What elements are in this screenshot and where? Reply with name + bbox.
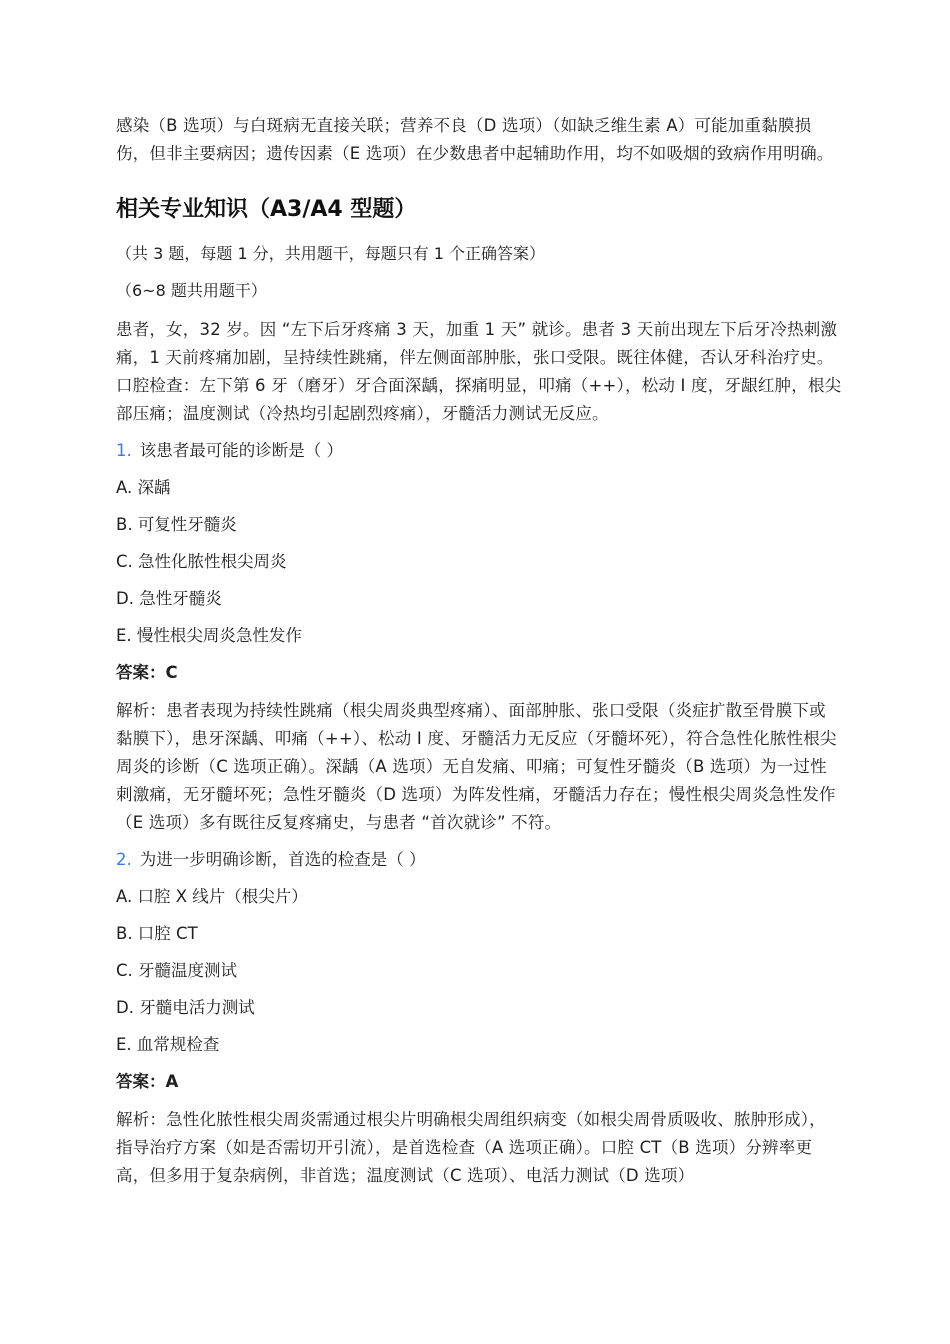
option-e: E. 血常规检查 bbox=[116, 1035, 220, 1054]
section-instructions: （共 3 题，每题 1 分，共用题干，每题只有 1 个正确答案） bbox=[116, 244, 546, 263]
option-d: D. 牙髓电活力测试 bbox=[116, 998, 255, 1017]
question-number: 2. bbox=[116, 850, 132, 869]
question-block-1 bbox=[116, 439, 842, 837]
answer: 答案：A bbox=[116, 1072, 179, 1091]
section-title: 相关专业知识（A3/A4 型题） bbox=[116, 197, 417, 222]
case-stem: 患者，女，32 岁。因 “左下后牙疼痛 3 天，加重 1 天” 就诊。患者 3 天前出现左下后牙冷热刺激痛，1 天前疼痛加剧，呈持续性跳痛，伴左侧面部肿胀，张口受限。既往体健，否认牙科治疗史。口腔检查：左下第 6 牙（磨牙）牙合面深龋，探痛明显，叩痛（++），松动 Ⅰ 度，牙龈红肿，根尖部压痛；温度测试（冷热均引起剧烈疼痛），牙髓活力测试无反应。 bbox=[116, 320, 842, 423]
answer: 答案：C bbox=[116, 663, 178, 682]
question-text: 该患者最可能的诊断是（ ） bbox=[139, 441, 343, 460]
option-e: E. 慢性根尖周炎急性发作 bbox=[116, 626, 302, 645]
question-text: 为进一步明确诊断，首选的检查是（ ） bbox=[139, 850, 426, 869]
option-b: B. 口腔 CT bbox=[116, 924, 198, 943]
option-c: C. 牙髓温度测试 bbox=[116, 961, 238, 980]
question-1 bbox=[116, 439, 842, 463]
analysis: 解析：急性化脓性根尖周炎需通过根尖片明确根尖周组织病变（如根尖周骨质吸收、脓肿形成），指导治疗方案（如是否需切开引流），是首选检查（A 选项正确）。口腔 CT（B 选项）分辨率更高，但多用于复杂病例，非首选；温度测试（C 选项）、电活力测试（D 选项） bbox=[116, 1110, 826, 1185]
option-d: D. 急性牙髓炎 bbox=[116, 589, 222, 608]
option-b: B. 可复性牙髓炎 bbox=[116, 515, 237, 534]
question-block-2 bbox=[116, 848, 842, 1190]
question-number: 1. bbox=[116, 441, 132, 460]
option-c: C. 急性化脓性根尖周炎 bbox=[116, 552, 287, 571]
option-a: A. 深龋 bbox=[116, 478, 171, 497]
shared-stem-label: （6~8 题共用题干） bbox=[116, 281, 267, 300]
intro-paragraph: 感染（B 选项）与白斑病无直接关联；营养不良（D 选项）（如缺乏维生素 A）可能加重黏膜损伤，但非主要病因；遗传因素（E 选项）在少数患者中起辅助作用，均不如吸烟的致病作用明确。 bbox=[116, 116, 834, 163]
option-a: A. 口腔 X 线片（根尖片） bbox=[116, 887, 308, 906]
document-content bbox=[116, 112, 842, 1201]
question-2 bbox=[116, 848, 842, 872]
analysis: 解析：患者表现为持续性跳痛（根尖周炎典型疼痛）、面部肿胀、张口受限（炎症扩散至骨膜下或黏膜下），患牙深龋、叩痛（++）、松动 Ⅰ 度、牙髓活力无反应（牙髓坏死），符合急性化脓性根尖周炎的诊断（C 选项正确）。深龋（A 选项）无自发痛、叩痛；可复性牙髓炎（B 选项）为一过性刺激痛，无牙髓坏死；急性牙髓炎（D 选项）为阵发性痛，牙髓活力存在；慢性根尖周炎急性发作（E 选项）多有既往反复疼痛史，与患者 “首次就诊” 不符。 bbox=[116, 701, 837, 832]
